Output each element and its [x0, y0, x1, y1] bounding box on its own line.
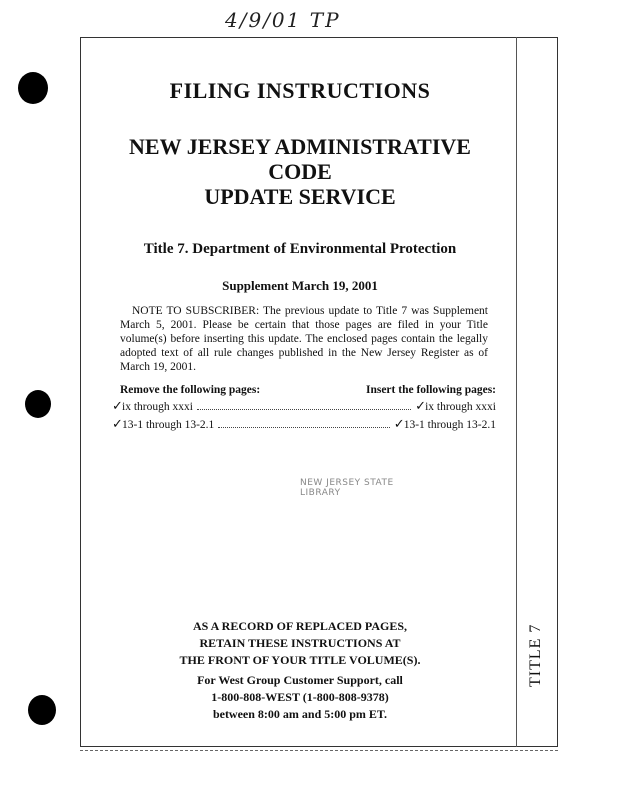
record-line-2: RETAIN THESE INSTRUCTIONS AT [199, 636, 401, 650]
insert-pages-value: 13-1 through 13-2.1 [403, 419, 496, 431]
page-title: FILING INSTRUCTIONS [169, 78, 431, 103]
subtitle [100, 134, 500, 209]
tab-divider-line [516, 37, 517, 747]
check-mark-icon: ✓ [112, 416, 123, 431]
remove-pages-header: Remove the following pages: [120, 384, 261, 396]
pages-header [100, 384, 500, 396]
check-mark-icon: ✓ [415, 398, 426, 413]
check-mark-icon: ✓ [393, 416, 405, 431]
record-line-1: AS A RECORD OF REPLACED PAGES, [192, 619, 408, 633]
insert-pages-value: ix through xxxi [425, 401, 496, 413]
instructions-content [100, 78, 500, 432]
punch-hole-middle [25, 390, 51, 418]
check-mark-icon: ✓ [112, 398, 123, 413]
page-row [100, 416, 500, 432]
punch-hole-bottom [28, 695, 56, 725]
handwritten-date-note: 4/9/01 TP [225, 8, 341, 32]
leader-dots [218, 418, 389, 428]
record-notice [160, 618, 440, 669]
subtitle-line-2: UPDATE SERVICE [204, 184, 396, 209]
support-hours: between 8:00 am and 5:00 pm ET. [212, 707, 388, 721]
insert-pages-header: Insert the following pages: [365, 384, 496, 396]
leader-dots [197, 400, 411, 410]
page-row [100, 398, 500, 414]
support-line-1: For West Group Customer Support, call [197, 673, 403, 687]
support-notice [160, 672, 440, 723]
title-tab-label: TITLE 7 [527, 623, 544, 687]
subscriber-note: NOTE TO SUBSCRIBER: The previous update to Title 7 was Supplement March 5, 2001. Please be certain that those pages are filed in your Title volume(s) before inserting this update. The enclosed pages contain the legally adopted text of all rule changes published in the New Jersey Register as of March 19, 2001. [120, 305, 488, 373]
department-heading: Title 7. Department of Environmental Protection [143, 241, 457, 257]
supplement-date: Supplement March 19, 2001 [222, 278, 378, 293]
record-line-3: THE FRONT OF YOUR TITLE VOLUME(S). [179, 653, 421, 667]
remove-pages-value: ix through xxxi [122, 401, 193, 413]
remove-pages-value: 13-1 through 13-2.1 [122, 419, 215, 431]
support-phone: 1-800-808-WEST (1-800-808-9378) [211, 690, 389, 704]
library-stamp: NEW JERSEY STATE LIBRARY [300, 478, 394, 498]
subtitle-line-1: NEW JERSEY ADMINISTRATIVE CODE [129, 134, 471, 184]
bottom-rule [80, 750, 558, 751]
punch-hole-top [18, 72, 48, 104]
